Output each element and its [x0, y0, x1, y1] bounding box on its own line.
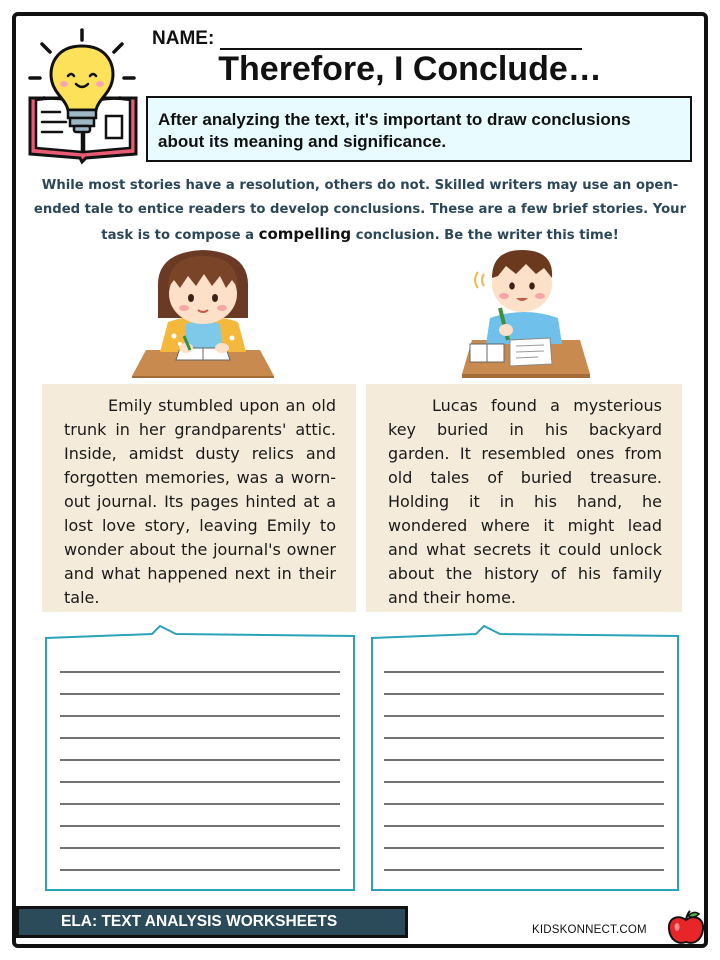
writing-box-emily[interactable]	[44, 624, 356, 892]
footer-site: KIDSKONNECT.COM	[532, 924, 647, 936]
page-title: Therefore, I Conclude…	[218, 50, 602, 88]
instructions-part-1: While most stories have a resolution, others do not. Skilled writers may use an open-ended tale to entice readers to develop conclusions. These are a few brief stories. Your task is to compose a	[33, 178, 687, 243]
boy-writing-illustration	[456, 244, 592, 378]
writing-box-emily-frame	[44, 624, 356, 892]
intro-box: After analyzing the text, it's important to draw conclusions about its meaning and significance.	[146, 96, 692, 162]
writing-box-lucas-frame	[370, 624, 680, 892]
story-card-emily: Emily stumbled upon an old trunk in her grandparents' attic. Inside, amidst dusty relics and forgotten memories, was a worn-out journal. Its pages hinted at a lost love story, leaving Emily to wonder about the journal's owner and what happened next in their tale.	[42, 384, 356, 612]
instructions	[30, 174, 690, 248]
instructions-part-2: conclusion. Be the writer this time!	[351, 228, 619, 243]
girl-writing-illustration	[128, 244, 278, 378]
writing-box-lucas[interactable]	[370, 624, 680, 892]
instructions-emphasis: compelling	[258, 225, 352, 243]
lightbulb-book-icon	[24, 26, 146, 166]
name-label: NAME:	[152, 28, 215, 49]
story-card-lucas: Lucas found a mysterious key buried in his backyard garden. It resembled ones from old tales of buried treasure. Holding it in his hand, he wondered where it might lead and what secrets it could unlock about the history of his family and their home.	[366, 384, 682, 612]
apple-icon	[666, 910, 706, 946]
footer-badge: ELA: TEXT ANALYSIS WORKSHEETS	[16, 906, 408, 938]
